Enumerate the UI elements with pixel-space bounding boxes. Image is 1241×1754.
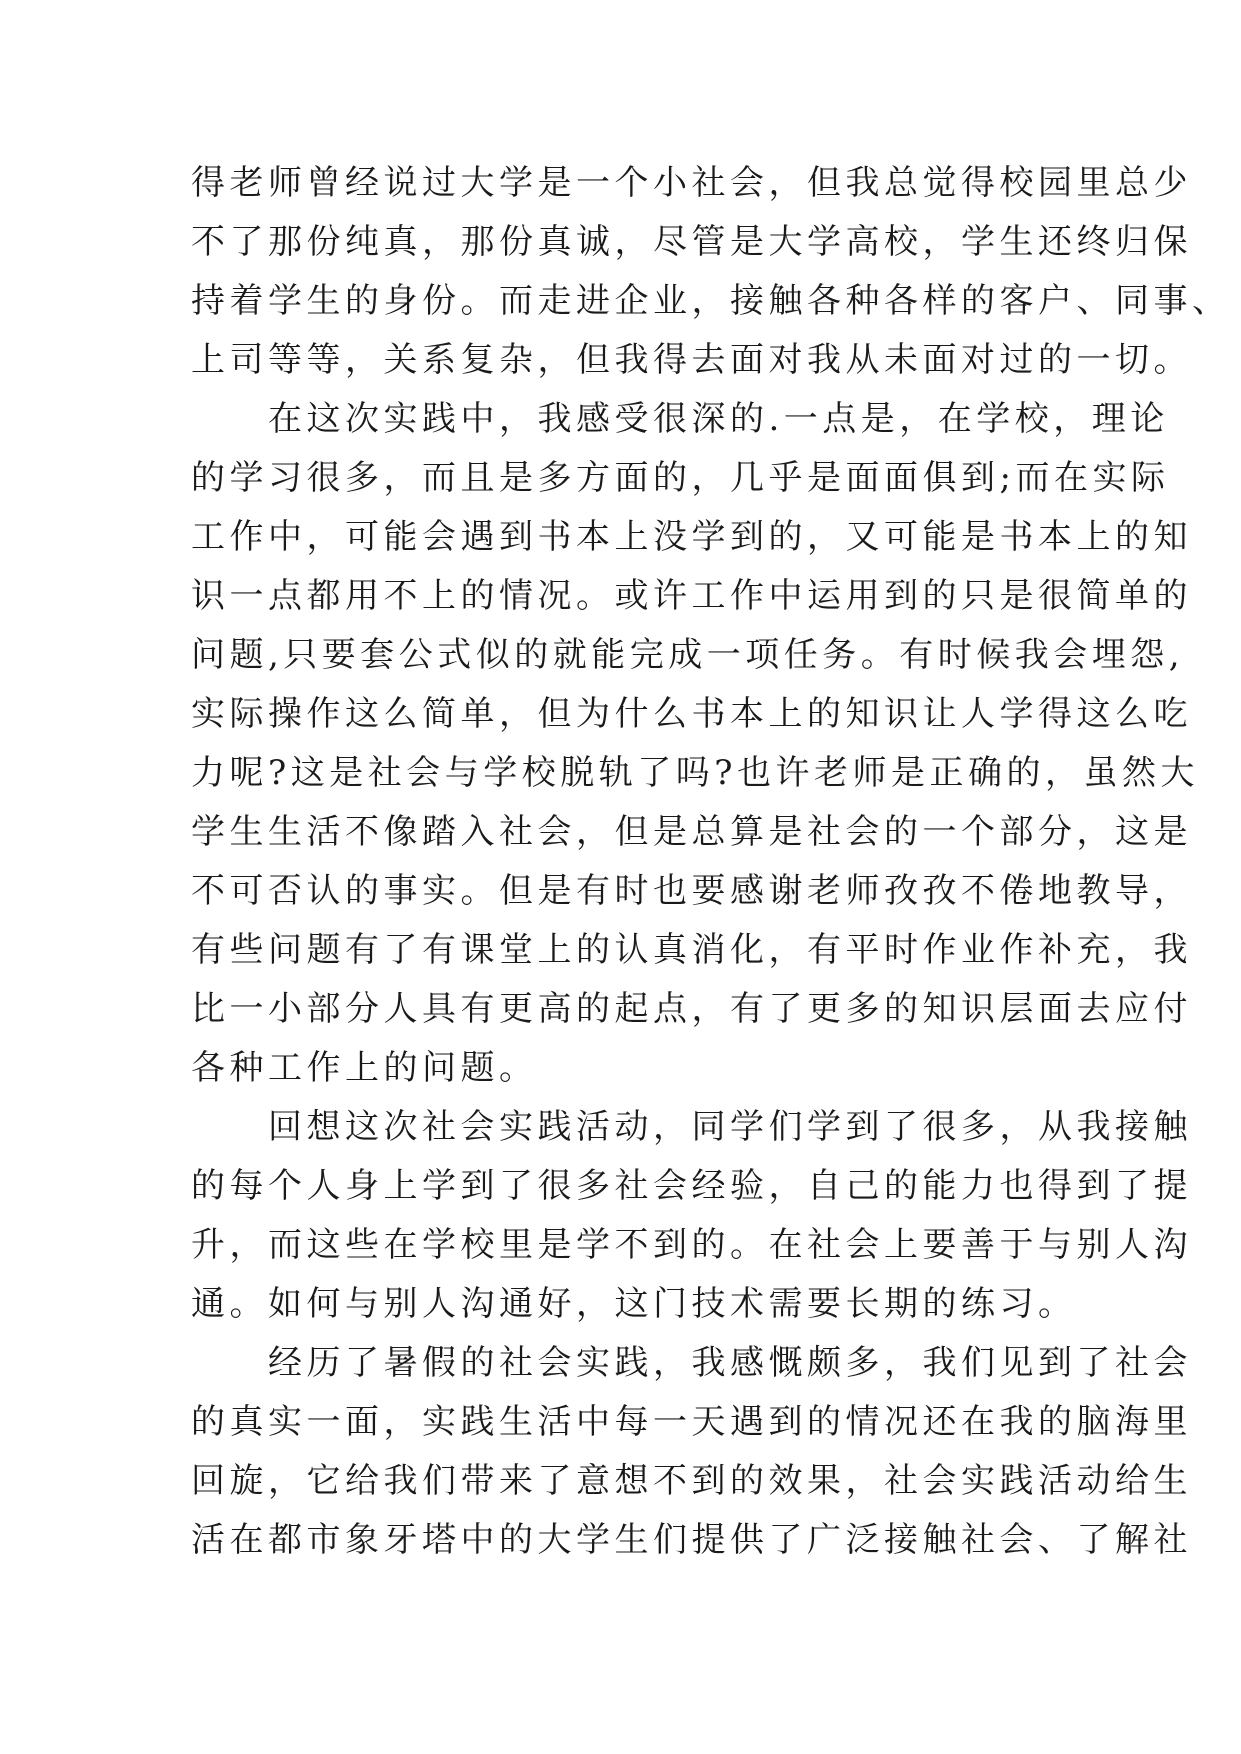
text-line: 通。如何与别人沟通好，这门技术需要长期的练习。 <box>191 1284 1077 1324</box>
text-line: 实际操作这么简单，但为什么书本上的知识让人学得这么吃 <box>191 694 1192 734</box>
text-line: 的学习很多，而且是多方面的，几乎是面面俱到;而在实际 <box>191 458 1170 498</box>
text-line: 不了那份纯真，那份真诚，尽管是大学高校，学生还终归保 <box>191 222 1192 262</box>
text-line: 回想这次社会实践活动，同学们学到了很多，从我接触 <box>191 1107 1192 1147</box>
text-line: 识一点都用不上的情况。或许工作中运用到的只是很简单的 <box>191 576 1192 616</box>
text-line: 经历了暑假的社会实践，我感慨颇多，我们见到了社会 <box>191 1343 1192 1383</box>
text-line: 问题,只要套公式似的就能完成一项任务。有时候我会埋怨, <box>191 635 1185 675</box>
text-line: 有些问题有了有课堂上的认真消化，有平时作业作补充，我 <box>191 930 1192 970</box>
text-line: 上司等等，关系复杂，但我得去面对我从未面对过的一切。 <box>191 340 1192 380</box>
text-line: 得老师曾经说过大学是一个小社会，但我总觉得校园里总少 <box>191 163 1192 203</box>
text-line: 的每个人身上学到了很多社会经验，自己的能力也得到了提 <box>191 1166 1192 1206</box>
text-line: 力呢?这是社会与学校脱轨了吗?也许老师是正确的，虽然大 <box>191 753 1199 793</box>
text-line: 的真实一面，实践生活中每一天遇到的情况还在我的脑海里 <box>191 1402 1192 1442</box>
text-line: 学生生活不像踏入社会，但是总算是社会的一个部分，这是 <box>191 812 1192 852</box>
text-line: 比一小部分人具有更高的起点，有了更多的知识层面去应付 <box>191 989 1192 1029</box>
text-line: 各种工作上的问题。 <box>191 1048 538 1088</box>
text-line: 升，而这些在学校里是学不到的。在社会上要善于与别人沟 <box>191 1225 1192 1265</box>
text-line: 在这次实践中，我感受很深的.一点是，在学校，理论 <box>191 399 1169 439</box>
text-line: 不可否认的事实。但是有时也要感谢老师孜孜不倦地教导， <box>191 871 1192 911</box>
text-line: 工作中，可能会遇到书本上没学到的，又可能是书本上的知 <box>191 517 1192 557</box>
text-line: 回旋，它给我们带来了意想不到的效果，社会实践活动给生 <box>191 1461 1192 1501</box>
text-line: 活在都市象牙塔中的大学生们提供了广泛接触社会、了解社 <box>191 1520 1192 1560</box>
text-line: 持着学生的身份。而走进企业，接触各种各样的客户、同事、 <box>191 281 1231 321</box>
document-text-body <box>191 154 1231 1570</box>
